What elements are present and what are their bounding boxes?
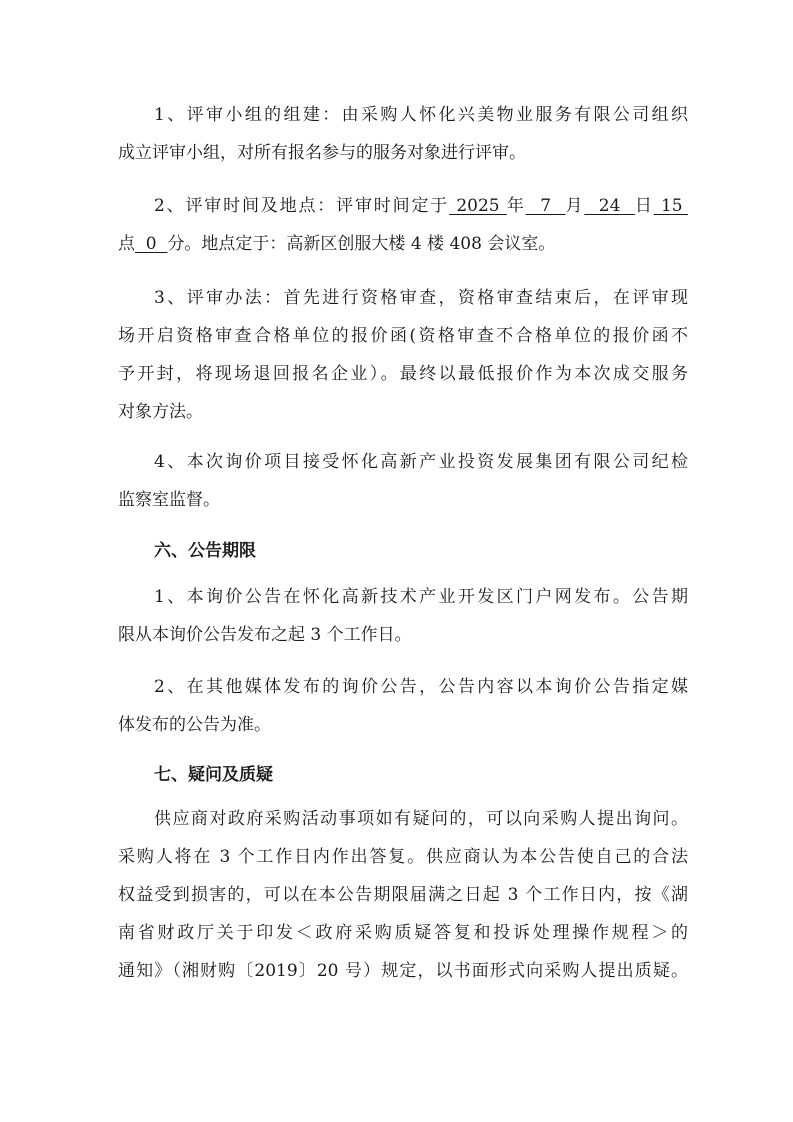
- text-line: 4、本次询价项目接受怀化高新产业投资发展集团有限公司纪检: [154, 452, 688, 472]
- text-line: 通知》（湘财购〔2019〕20 号）规定，以书面形式向采购人提出质疑。: [118, 961, 688, 981]
- text-line: 3、评审办法：首先进行资格审查，资格审查结束后，在评审现: [154, 288, 688, 308]
- text-line: 予开封，将现场退回报名企业）。最终以最低报价作为本次成交服务: [118, 364, 688, 384]
- minute-value: 0: [135, 234, 168, 254]
- section-title: 六、公告期限: [154, 541, 256, 561]
- paragraph-other-media: [118, 668, 688, 744]
- month-unit: 月: [565, 196, 585, 216]
- paragraph-publication: [118, 578, 688, 654]
- text-line: 1、本询价公告在怀化高新技术产业开发区门户网发布。公告期: [154, 587, 688, 607]
- year-unit: 年: [506, 196, 526, 216]
- section-heading-questions: [118, 756, 688, 794]
- paragraph-review-team: [118, 96, 688, 172]
- text-line: 南省财政厅关于印发＜政府采购质疑答复和投诉处理操作规程＞的: [118, 923, 688, 943]
- paragraph-review-method: [118, 279, 688, 431]
- section-heading-announcement-period: [118, 532, 688, 570]
- text-line: [118, 225, 688, 263]
- day-unit: 日: [634, 196, 654, 216]
- paragraph-review-time-place: [118, 187, 688, 263]
- text-line: 2、在其他媒体发布的询价公告，公告内容以本询价公告指定媒: [154, 677, 688, 697]
- text-line: 对象方法。: [118, 402, 203, 422]
- text-line: 监察室监督。: [118, 490, 220, 510]
- text-line: 成立评审小组，对所有报名参与的服务对象进行评审。: [118, 143, 526, 163]
- section-title: 七、疑问及质疑: [154, 765, 273, 785]
- location-text: 分。地点定于：高新区创服大楼 4 楼 408 会议室。: [167, 234, 556, 254]
- text-line: 限从本询价公告发布之起 3 个工作日。: [118, 625, 412, 645]
- paragraph-questions-objections: [118, 800, 688, 990]
- text-line: 场开启资格审查合格单位的报价函(资格审查不合格单位的报价函不: [118, 326, 688, 346]
- hour-unit: 点: [118, 234, 135, 254]
- hour-value: 15: [653, 196, 689, 216]
- text-line: 体发布的公告为准。: [118, 715, 271, 735]
- time-prefix: 2、评审时间及地点：评审时间定于: [154, 196, 450, 216]
- month-value: 7: [525, 196, 566, 216]
- text-line: 供应商对政府采购活动事项如有疑问的，可以向采购人提出询问。: [154, 809, 688, 829]
- text-line: 权益受到损害的，可以在本公告期限届满之日起 3 个工作日内，按《湖: [118, 885, 688, 905]
- paragraph-supervision: [118, 443, 688, 519]
- text-line: [118, 187, 688, 225]
- day-value: 24: [584, 196, 635, 216]
- text-line: 1、评审小组的组建：由采购人怀化兴美物业服务有限公司组织: [154, 105, 688, 125]
- text-line: 采购人将在 3 个工作日内作出答复。供应商认为本公告使自己的合法: [118, 847, 688, 867]
- year-value: 2025: [449, 196, 507, 216]
